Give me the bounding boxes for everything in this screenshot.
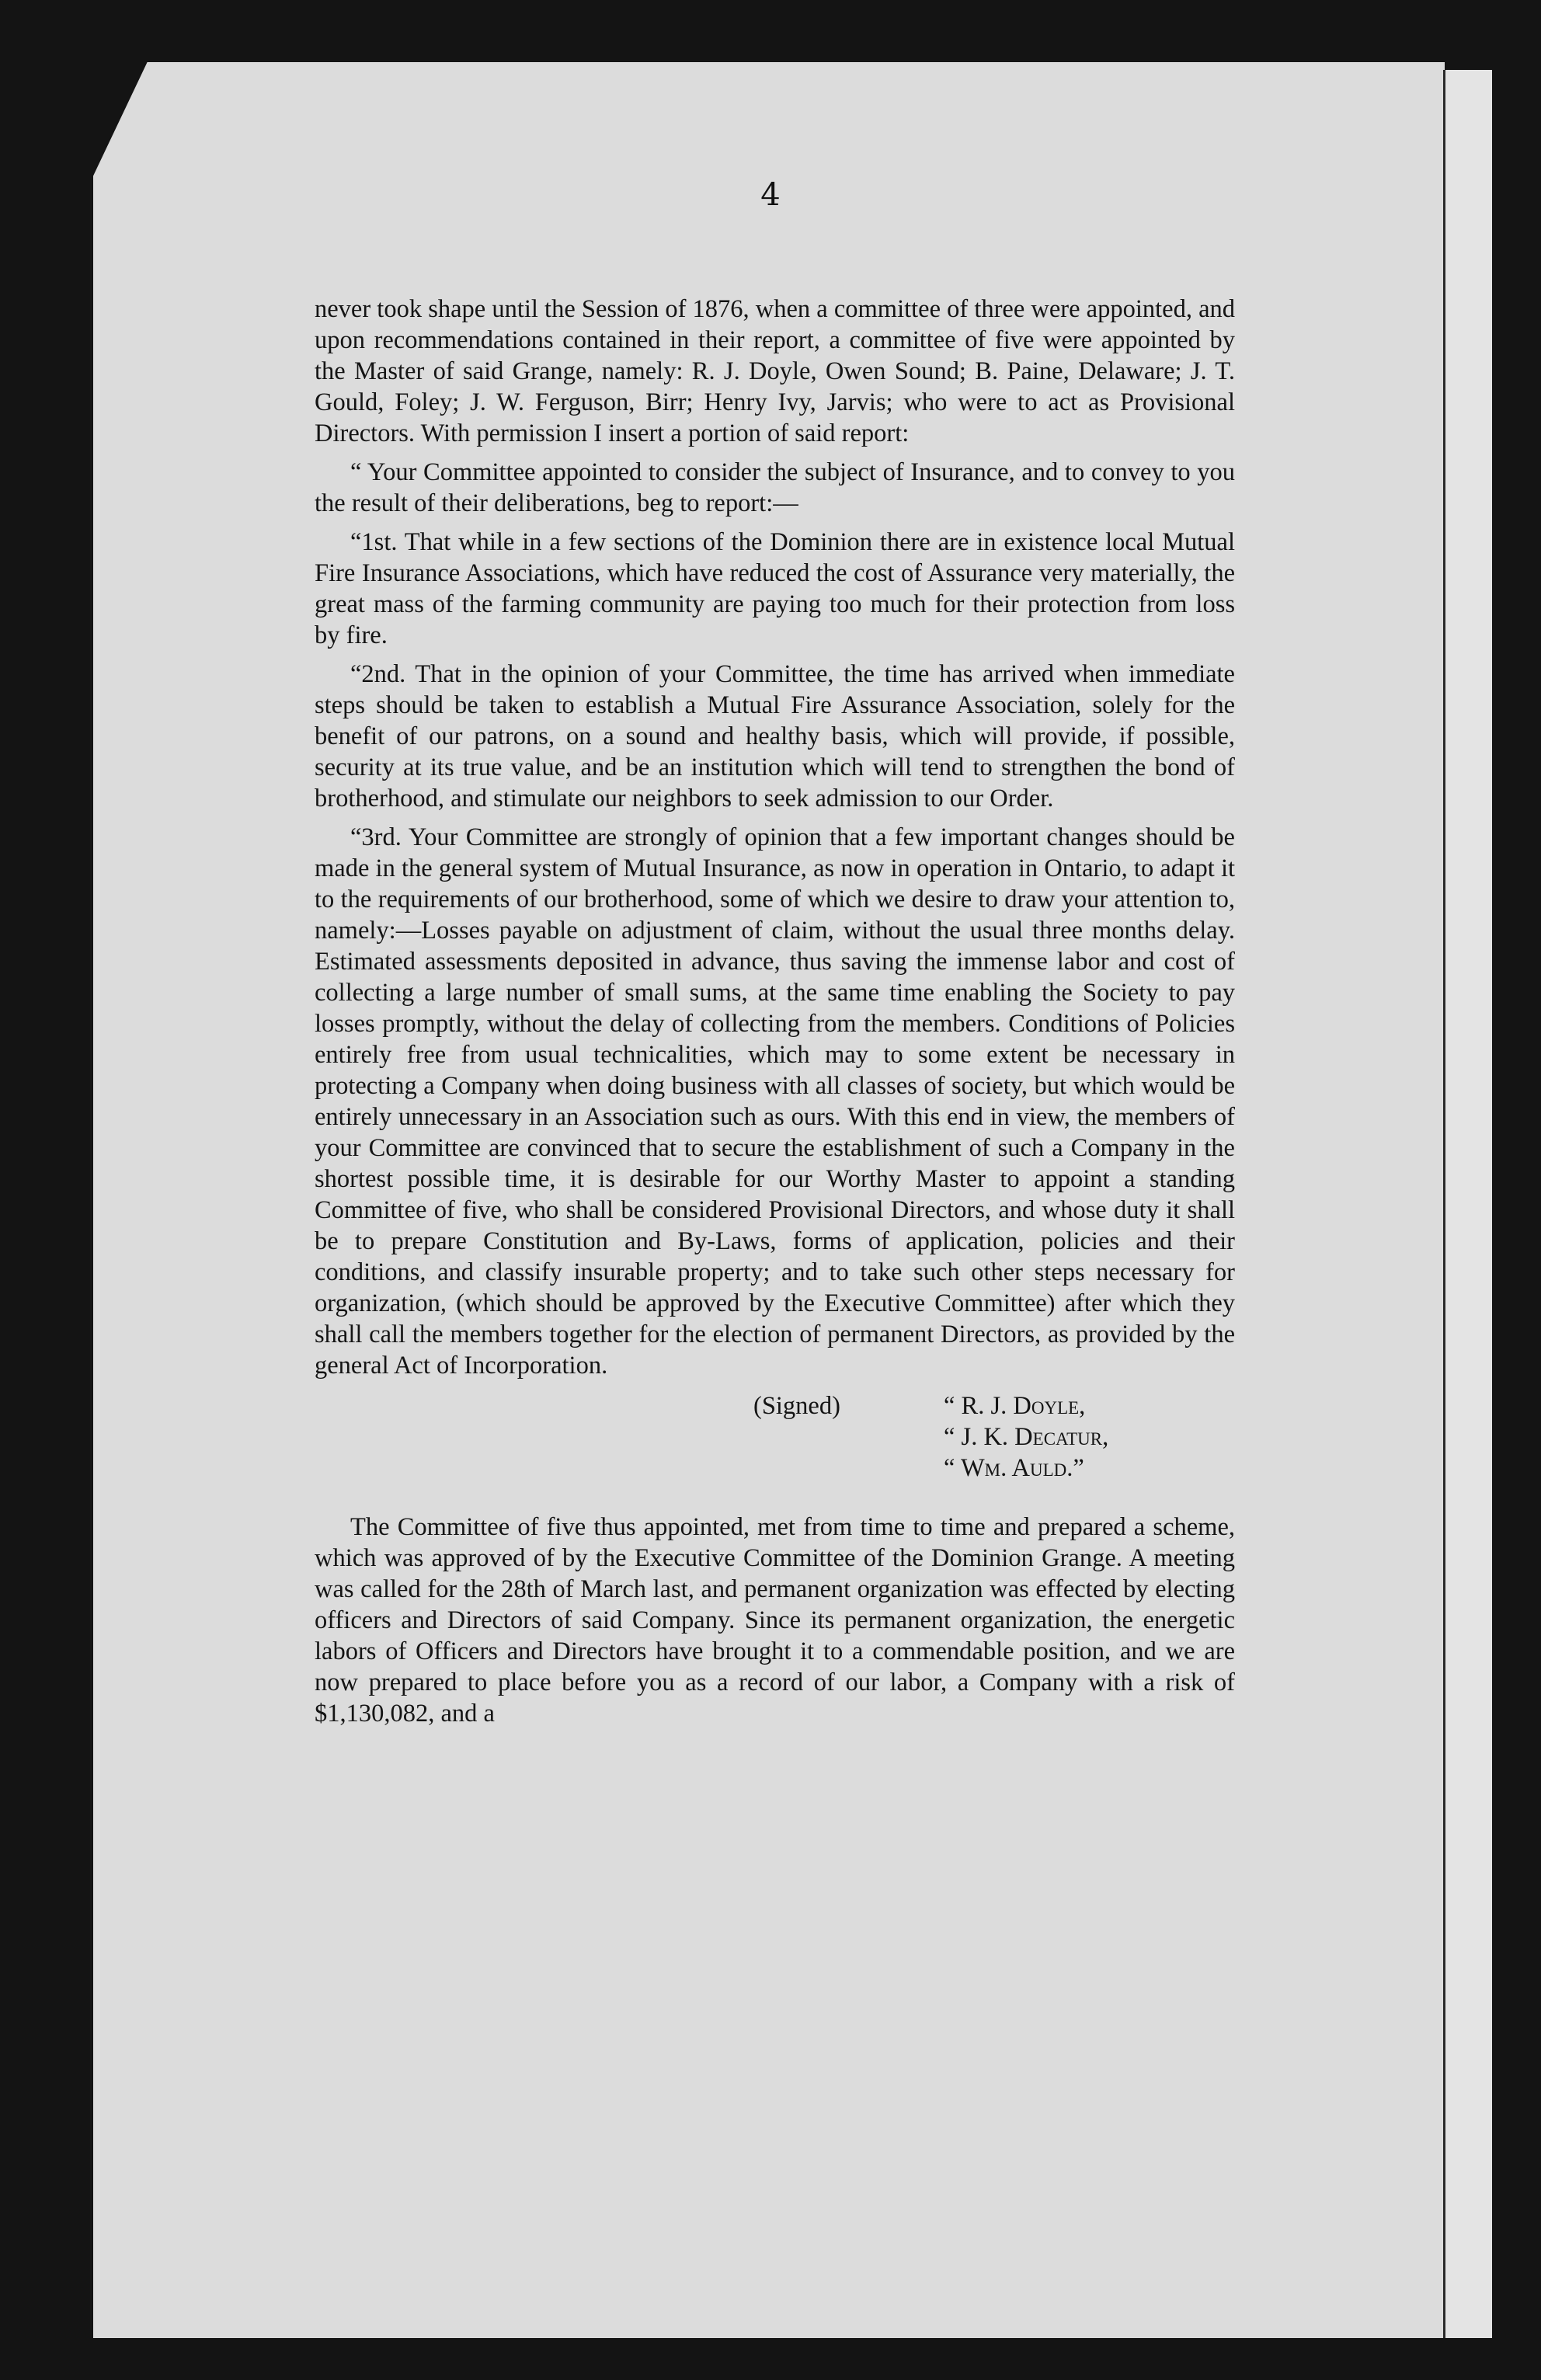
signatory-name: “ J. K. Decatur, bbox=[944, 1423, 1109, 1451]
signature-block bbox=[315, 1387, 1235, 1512]
body-text bbox=[315, 294, 1235, 1729]
report-intro-paragraph: “ Your Committee appointed to consider the subject of Insurance, and to convey to you the result of their deliberations, beg to report:— bbox=[315, 458, 1235, 517]
facing-page-edge bbox=[1443, 70, 1492, 2338]
report-item-2: “2nd. That in the opinion of your Committee, the time has arrived when immediate steps should be taken to establish a Mutual Fire Assurance Association, solely for the benefit of our patrons, on a sound and healthy basis, which will provide, if possible, security at its true value, and be an institution which will tend to strengthen the bond of brotherhood, and stimulate our neighbors to seek admission to our Order. bbox=[315, 660, 1235, 812]
signatory-name: “ Wm. Auld.” bbox=[944, 1454, 1084, 1482]
page-number: 4 bbox=[760, 177, 781, 213]
signatories bbox=[944, 1390, 1108, 1484]
report-item-1: “1st. That while in a few sections of the Dominion there are in existence local Mutual Fire Insurance Associations, which have reduced the cost of Assurance very materially, the great mass of the farming community are paying too much for their protection from loss by fire. bbox=[315, 528, 1235, 649]
paragraph-continuation: never took shape until the Session of 1876, when a committee of three were appointed, and upon recommendations contained in their report, a committee of five were appointed by the Master of said Grange, namely: R. J. Doyle, Owen Sound; B. Paine, Delaware; J. T. Gould, Foley; J. W. Ferguson, Birr; Henry Ivy, Jarvis; who were to act as Provisional Directors. With permission I insert a portion of said report: bbox=[315, 295, 1236, 447]
signatory-name: “ R. J. Doyle, bbox=[944, 1392, 1086, 1420]
report-item-3: “3rd. Your Committee are strongly of opinion that a few important changes should be made in the general system of Mutual Insurance, as now in operation in Ontario, to adapt it to the requirements of our brotherhood, some of which we desire to draw your attention to, namely:—Losses payable on adjustment of claim, without the usual three months delay. Estimated assessments deposited in advance, thus saving the immense labor and cost of collecting a large number of small sums, at the same time enabling the Society to pay losses promptly, without the delay of collecting from the members. Conditions of Policies entirely free from usual technicalities, which may to some extent be necessary in protecting a Company when doing business with all classes of society, but which would be entirely unnecessary in an Association such as ours. With this end in view, the members of your Committee are convinced that to secure the establishment of such a Company in the shortest possible time, it is desirable for our Worthy Master to appoint a standing Committee of five, who shall be considered Provisional Directors, and whose duty it shall be to prepare Constitution and By-Laws, forms of application, policies and their conditions, and classify insurable property; and to take such other steps necessary for organization, (which should be approved by the Executive Committee) after which they shall call the members together for the election of permanent Directors, as provided by the general Act of Incorporation. bbox=[315, 823, 1235, 1380]
closing-paragraph: The Committee of five thus appointed, met from time to time and prepared a scheme, which was approved of by the Executive Committee of the Dominion Grange. A meeting was called for the 28th of March last, and permanent organization was effected by electing officers and Directors of said Company. Since its permanent organization, the energetic labors of Officers and Directors have brought it to a commendable position, and we are now prepared to place before you as a record of our labor, a Company with a risk of $1,130,082, and a bbox=[315, 1513, 1235, 1728]
signed-label: (Signed) bbox=[753, 1392, 840, 1420]
